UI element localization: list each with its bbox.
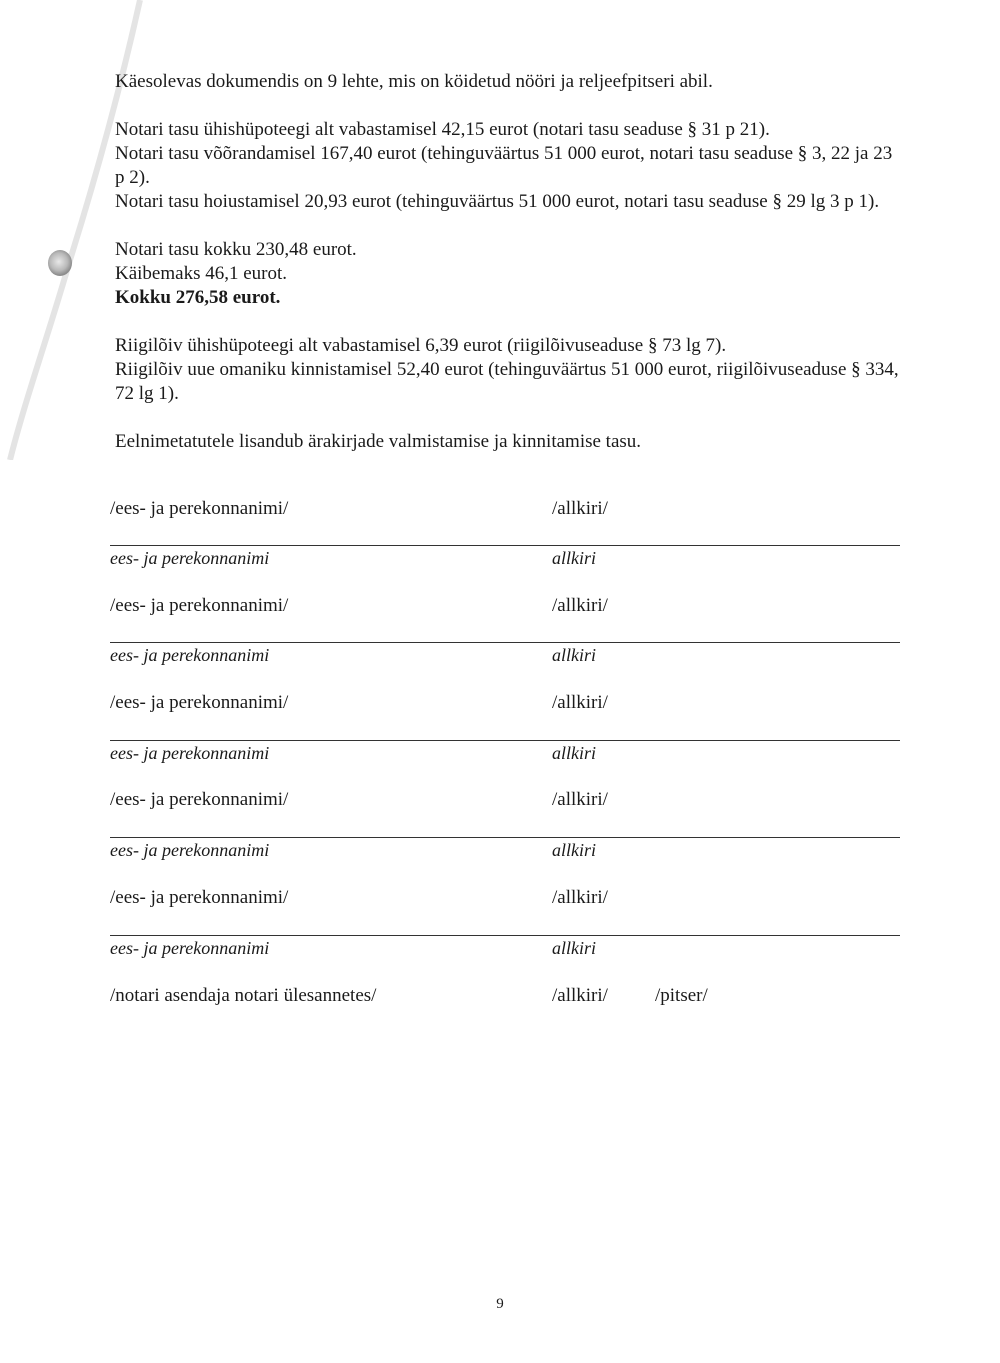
signature-caption-label: allkiri — [552, 938, 596, 958]
name-placeholder: /ees- ja perekonnanimi/ — [110, 692, 289, 713]
vat-line: Käibemaks 46,1 eurot. — [115, 263, 288, 284]
name-caption: ees- ja perekonnanimi — [110, 938, 270, 958]
grand-total: Kokku 276,58 eurot. — [115, 287, 281, 308]
signature-placeholder: /allkiri/ — [552, 887, 608, 908]
fee-total: Notari tasu kokku 230,48 eurot. — [115, 239, 357, 260]
notary-substitute-placeholder: /notari asendaja notari ülesannetes/ — [110, 985, 377, 1006]
name-placeholder: /ees- ja perekonnanimi/ — [110, 595, 289, 616]
seal-placeholder: /pitser/ — [655, 985, 708, 1006]
signature-caption-label: allkiri — [552, 743, 596, 763]
signature-placeholder: /allkiri/ — [552, 789, 608, 810]
state-fee-line-1: Riigilõiv ühishüpoteegi alt vabastamisel 6,39 eurot (riigilõivuseaduse § 73 lg 7). — [115, 335, 727, 356]
signature-line — [110, 935, 900, 936]
signature-caption-label: allkiri — [552, 548, 596, 568]
name-caption: ees- ja perekonnanimi — [110, 645, 270, 665]
signature-placeholder: /allkiri/ — [552, 595, 608, 616]
state-fee-line-2: Riigilõiv uue omaniku kinnistamisel 52,40 eurot (tehinguväärtus 51 000 eurot, riigilõivuseaduse § 334, 72 lg 1). — [115, 359, 899, 404]
fee-line-3: Notari tasu hoiustamisel 20,93 eurot (tehinguväärtus 51 000 eurot, notari tasu seaduse § 29 lg 3 p 1). — [115, 191, 880, 212]
name-placeholder: /ees- ja perekonnanimi/ — [110, 789, 289, 810]
fee-line-2: Notari tasu võõrandamisel 167,40 eurot (tehinguväärtus 51 000 eurot, notari tasu seaduse § 3, 22 ja 23 p 2). — [115, 143, 893, 188]
additional-fee-note: Eelnimetatutele lisandub ärakirjade valmistamise ja kinnitamise tasu. — [115, 431, 642, 452]
signature-caption-label: allkiri — [552, 645, 596, 665]
signature-line — [110, 837, 900, 838]
name-caption: ees- ja perekonnanimi — [110, 743, 270, 763]
punch-hole-mark — [48, 250, 72, 276]
fee-line-1: Notari tasu ühishüpoteegi alt vabastamisel 42,15 eurot (notari tasu seaduse § 31 p 21). — [115, 119, 770, 140]
name-placeholder: /ees- ja perekonnanimi/ — [110, 887, 289, 908]
notary-fee-text — [115, 70, 905, 454]
name-placeholder: /ees- ja perekonnanimi/ — [110, 498, 289, 519]
name-caption: ees- ja perekonnanimi — [110, 548, 270, 568]
signature-placeholder: /allkiri/ — [552, 692, 608, 713]
signature-line — [110, 740, 900, 741]
name-caption: ees- ja perekonnanimi — [110, 840, 270, 860]
signature-line — [110, 642, 900, 643]
signature-placeholder: /allkiri/ — [552, 498, 608, 519]
sheet-count-line: Käesolevas dokumendis on 9 lehte, mis on köidetud nööri ja reljeefpitseri abil. — [115, 71, 713, 92]
notary-signature-placeholder: /allkiri/ — [552, 985, 608, 1006]
page-number: 9 — [496, 1296, 504, 1312]
signature-caption-label: allkiri — [552, 840, 596, 860]
signature-line — [110, 545, 900, 546]
